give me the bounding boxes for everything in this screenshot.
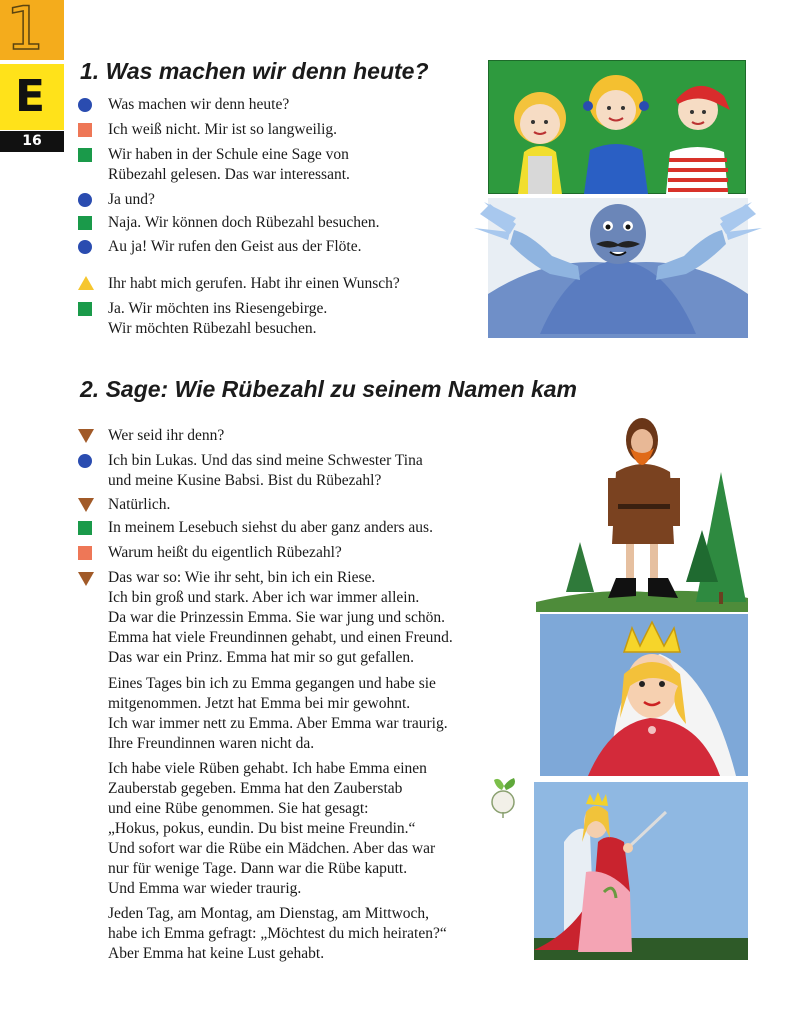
dialogue-line: Wir möchten Rübezahl besuchen. (108, 320, 317, 337)
dialogue-line: Natürlich. (108, 496, 171, 513)
unit-number: 1 (6, 0, 45, 64)
page-number: 16 (0, 131, 64, 152)
speaker-green-square-icon (78, 302, 92, 316)
dialogue-line: und meine Kusine Babsi. Bist du Rübezahl? (108, 472, 382, 489)
speaker-green-square-icon (78, 148, 92, 162)
dialogue-line: Ich weiß nicht. Mir ist so langweilig. (108, 121, 338, 138)
story-line: und eine Rübe genommen. Sie hat gesagt: (108, 800, 369, 817)
section-tab (0, 64, 64, 130)
story-line: Ihre Freundinnen waren nicht da. (108, 735, 315, 752)
story-paragraph-1 (108, 568, 453, 668)
story-paragraph-2 (108, 674, 448, 754)
speaker-green-square-icon (78, 521, 92, 535)
section-letter: E (15, 71, 46, 122)
dialogue-line: Wer seid ihr denn? (108, 427, 225, 444)
story-line: Aber Emma hat keine Lust gehabt. (108, 945, 325, 962)
children-illustration (488, 60, 746, 194)
speaker-brown-triangle-icon (78, 429, 94, 443)
speaker-blue-circle-icon (78, 454, 92, 468)
story-line: Ich bin groß und stark. Aber ich war immer allein. (108, 589, 420, 606)
dialogue-line: Au ja! Wir rufen den Geist aus der Flöte. (108, 238, 362, 255)
story-line: Und Emma war wieder traurig. (108, 880, 302, 897)
turnip-icon (486, 776, 520, 818)
speaker-brown-triangle-icon (78, 498, 94, 512)
story-line: nur für wenige Tage. Dann war die Rübe kaputt. (108, 860, 408, 877)
section1-title: 1. Was machen wir denn heute? (80, 58, 429, 84)
speaker-orange-square-icon (78, 546, 92, 560)
dialogue-line: Ja. Wir möchten ins Riesengebirge. (108, 300, 328, 317)
story-line: Das war ein Prinz. Emma hat mir so gut gefallen. (108, 649, 415, 666)
dialogue-line: Ich bin Lukas. Und das sind meine Schwester Tina (108, 452, 423, 469)
giant-illustration (536, 412, 748, 612)
story-paragraph-3 (108, 759, 435, 899)
speaker-orange-square-icon (78, 123, 92, 137)
story-paragraph-4 (108, 904, 447, 964)
speaker-blue-circle-icon (78, 193, 92, 207)
ghost-illustration (470, 194, 766, 340)
story-line: Da war die Prinzessin Emma. Sie war jung und schön. (108, 609, 446, 626)
story-line: Jeden Tag, am Montag, am Dienstag, am Mittwoch, (108, 905, 430, 922)
speaker-yellow-triangle-icon (78, 276, 94, 290)
dialogue-line: Ja und? (108, 191, 155, 208)
speaker-blue-circle-icon (78, 98, 92, 112)
princess-illustration (540, 614, 748, 776)
princess-wand-illustration (534, 782, 748, 960)
unit-tab (0, 0, 64, 64)
section2-title: 2. Sage: Wie Rübezahl zu seinem Namen kam (80, 376, 578, 402)
story-line: Ich habe viele Rüben gehabt. Ich habe Emma einen (108, 760, 427, 777)
dialogue-line: Naja. Wir können doch Rübezahl besuchen. (108, 214, 380, 231)
story-line: „Hokus, pokus, eundin. Du bist meine Freundin.“ (108, 820, 416, 837)
story-line: Zauberstab gegeben. Emma hat den Zauberstab (108, 780, 403, 797)
story-line: Und sofort war die Rübe ein Mädchen. Aber das war (108, 840, 436, 857)
dialogue-line: Wir haben in der Schule eine Sage von (108, 146, 349, 163)
dialogue-line: Ihr habt mich gerufen. Habt ihr einen Wunsch? (108, 275, 400, 292)
speaker-green-square-icon (78, 216, 92, 230)
dialogue-line: Warum heißt du eigentlich Rübezahl? (108, 544, 342, 561)
dialogue-line: Was machen wir denn heute? (108, 96, 290, 113)
speaker-blue-circle-icon (78, 240, 92, 254)
story-line: Eines Tages bin ich zu Emma gegangen und habe sie (108, 675, 436, 692)
dialogue-line: In meinem Lesebuch siehst du aber ganz anders aus. (108, 519, 433, 536)
speaker-brown-triangle-icon (78, 572, 94, 586)
dialogue-line: Rübezahl gelesen. Das war interessant. (108, 166, 350, 183)
story-line: Ich war immer nett zu Emma. Aber Emma war traurig. (108, 715, 448, 732)
story-line: Emma hat viele Freundinnen gehabt, und einen Freund. (108, 629, 453, 646)
story-line: Das war so: Wie ihr seht, bin ich ein Riese. (108, 569, 376, 586)
story-line: mitgenommen. Jetzt hat Emma bei mir gewohnt. (108, 695, 411, 712)
story-line: habe ich Emma gefragt: „Möchtest du mich heiraten?“ (108, 925, 447, 942)
